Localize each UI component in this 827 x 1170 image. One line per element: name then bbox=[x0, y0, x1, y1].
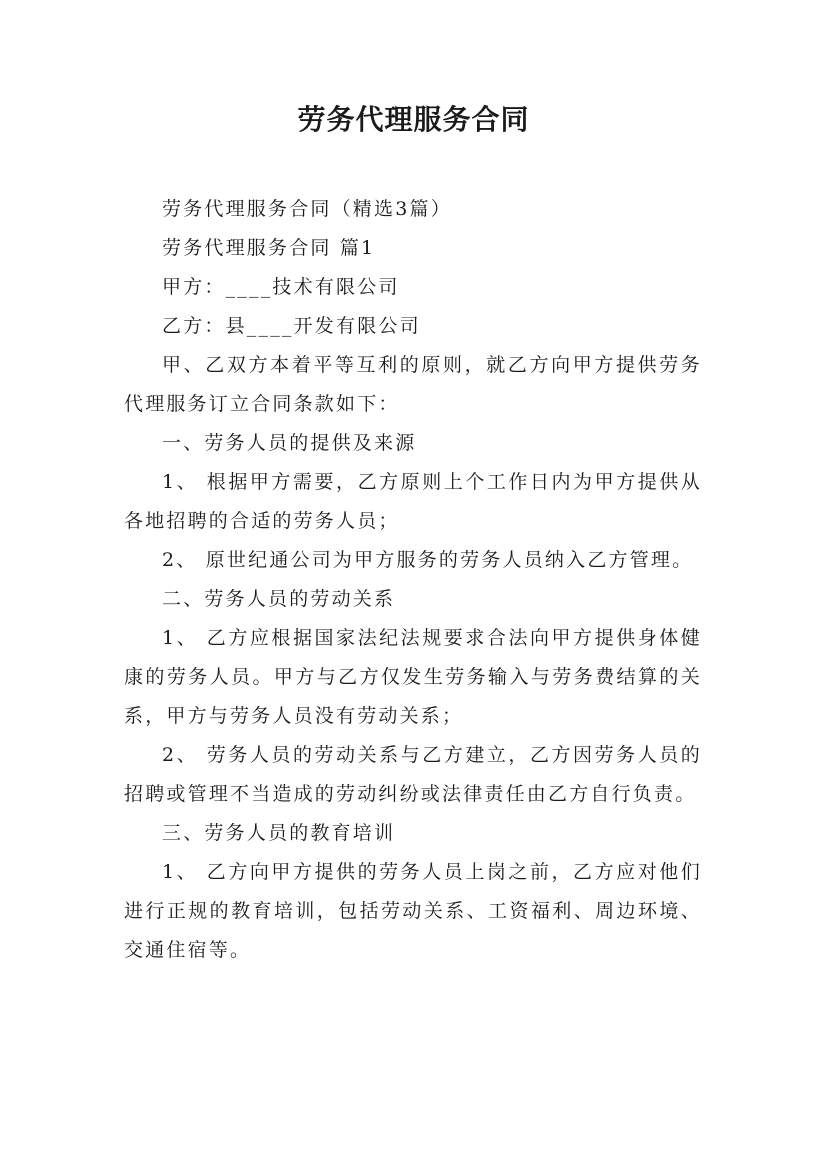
clause-3-1: 1、 乙方向甲方提供的劳务人员上岗之前，乙方应对他们进行正规的教育培训，包括劳动关系、工资福利、周边环境、交通住宿等。 bbox=[124, 861, 702, 961]
paragraph-party-a: 甲方：____技术有限公司 bbox=[162, 276, 400, 298]
paragraph-preamble: 甲、乙双方本着平等互利的原则，就乙方向甲方提供劳务代理服务订立合同条款如下： bbox=[124, 354, 702, 415]
section-heading-2: 二、劳务人员的劳动关系 bbox=[162, 588, 396, 610]
clause-1-2: 2、 原世纪通公司为甲方服务的劳务人员纳入乙方管理。 bbox=[162, 549, 694, 571]
document-body bbox=[124, 190, 702, 970]
paragraph-part-1-heading: 劳务代理服务合同 篇1 bbox=[162, 237, 376, 259]
clause-2-2: 2、 劳务人员的劳动关系与乙方建立，乙方因劳务人员的招聘或管理不当造成的劳动纠纷或法律责任由乙方自行负责。 bbox=[124, 744, 702, 805]
section-heading-3: 三、劳务人员的教育培训 bbox=[162, 822, 396, 844]
paragraph-party-b: 乙方：县____开发有限公司 bbox=[162, 315, 421, 337]
clause-2-1: 1、 乙方应根据国家法纪法规要求合法向甲方提供身体健康的劳务人员。甲方与乙方仅发生劳务输入与劳务费结算的关系，甲方与劳务人员没有劳动关系； bbox=[124, 627, 702, 727]
document-title: 劳务代理服务合同 bbox=[297, 103, 530, 136]
paragraph-heading-selected: 劳务代理服务合同（精选3篇） bbox=[162, 198, 452, 220]
clause-1-1: 1、 根据甲方需要，乙方原则上个工作日内为甲方提供从各地招聘的合适的劳务人员； bbox=[124, 471, 702, 532]
section-heading-1: 一、劳务人员的提供及来源 bbox=[162, 432, 417, 454]
